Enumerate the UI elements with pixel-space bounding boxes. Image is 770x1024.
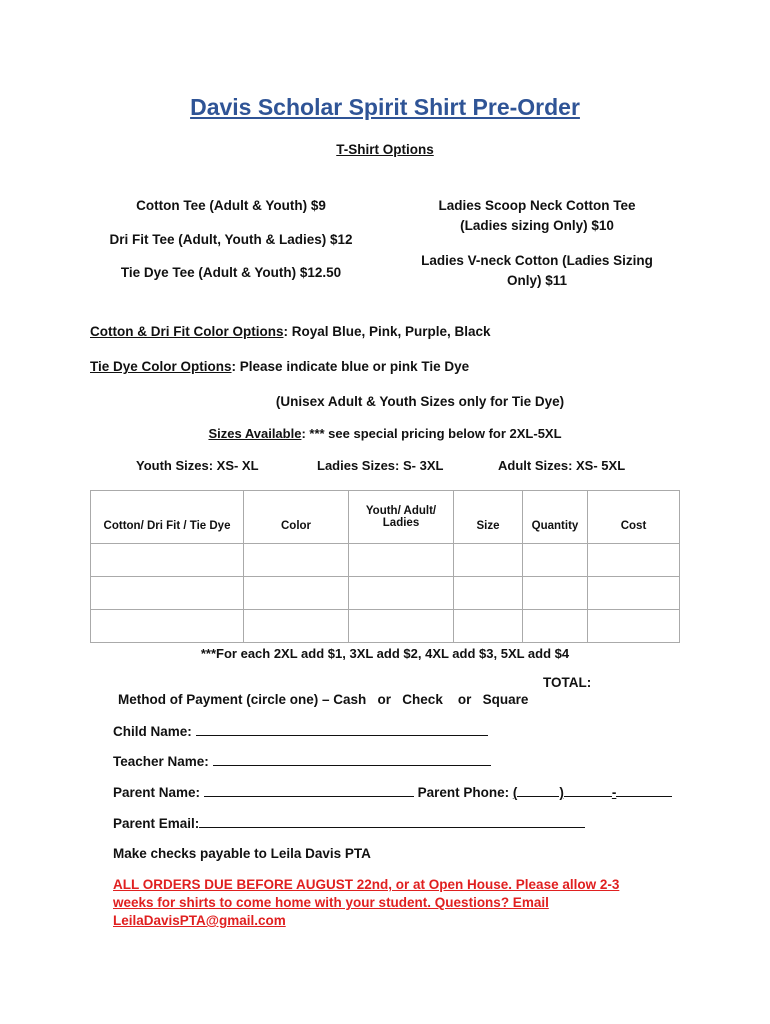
option-ladies-scoop-line1: Ladies Scoop Neck Cotton Tee [438, 198, 636, 213]
unisex-note: (Unisex Adult & Youth Sizes only for Tie Dye) [275, 394, 565, 409]
sizes-available-value: : *** see special pricing below for 2XL-5XL [301, 426, 562, 441]
tiedye-options-label: Tie Dye Color Options [90, 359, 232, 374]
option-ladies-scoop [396, 196, 678, 236]
teacher-name-label: Teacher Name: [113, 754, 209, 769]
child-name-label: Child Name: [113, 724, 192, 739]
table-cell[interactable] [91, 544, 244, 577]
checks-payable: Make checks payable to Leila Davis PTA [113, 846, 371, 861]
due-notice-email[interactable]: LeilaDavisPTA@gmail.com [113, 913, 286, 928]
adult-sizes: Adult Sizes: XS- 5XL [498, 458, 626, 473]
color-options-label: Cotton & Dri Fit Color Options [90, 324, 284, 339]
table-row [91, 577, 680, 610]
header-youth-adult-ladies-text: Youth/ Adult/ Ladies [365, 505, 437, 529]
payment-method: Method of Payment (circle one) – Cash or Check or Square [118, 692, 529, 707]
phone-dash: - [611, 785, 617, 800]
option-ladies-vneck-line1: Ladies V-neck Cotton (Ladies Sizing [421, 253, 653, 268]
table-cell[interactable] [91, 577, 244, 610]
option-cotton-tee: Cotton Tee (Adult & Youth) $9 [136, 198, 326, 213]
child-name-row [113, 723, 488, 739]
tiedye-options-value: : Please indicate blue or pink Tie Dye [231, 359, 470, 374]
table-row [91, 544, 680, 577]
header-type-text: Cotton/ Dri Fit / Tie Dye [103, 520, 231, 532]
due-notice [113, 876, 619, 930]
header-cost-text: Cost [620, 520, 647, 532]
youth-sizes: Youth Sizes: XS- XL [136, 458, 259, 473]
option-tie-dye-tee: Tie Dye Tee (Adult & Youth) $12.50 [120, 265, 342, 280]
parent-email-label: Parent Email: [113, 816, 200, 831]
table-cell[interactable] [244, 544, 349, 577]
phone-open-paren: ( [512, 785, 518, 800]
header-quantity-text: Quantity [531, 520, 579, 532]
section-subtitle: T-Shirt Options [336, 142, 434, 157]
option-dri-fit-tee: Dri Fit Tee (Adult, Youth & Ladies) $12 [109, 232, 353, 247]
sizes-available [0, 426, 770, 441]
parent-phone-label: Parent Phone: [417, 785, 510, 800]
teacher-name-field[interactable] [213, 753, 491, 766]
table-cell[interactable] [588, 577, 680, 610]
due-notice-line1: ALL ORDERS DUE BEFORE AUGUST 22nd, or at Open House. Please allow 2-3 [113, 877, 620, 892]
table-cell[interactable] [588, 544, 680, 577]
table-header-row [91, 491, 680, 544]
table-cell[interactable] [244, 577, 349, 610]
table-cell[interactable] [523, 577, 588, 610]
parent-name-field[interactable] [204, 784, 414, 797]
due-notice-line2: weeks for shirts to come home with your student. Questions? Email [113, 895, 549, 910]
table-cell[interactable] [588, 610, 680, 643]
header-color [244, 491, 349, 544]
phone-close-paren: ) [559, 785, 564, 800]
parent-email-field[interactable] [199, 815, 585, 828]
phone-prefix-field[interactable] [564, 784, 612, 797]
table-cell[interactable] [349, 544, 454, 577]
option-ladies-scoop-line2: (Ladies sizing Only) $10 [460, 218, 614, 233]
header-quantity [523, 491, 588, 544]
table-cell[interactable] [91, 610, 244, 643]
order-table [90, 490, 680, 643]
header-color-text: Color [280, 520, 312, 532]
parent-email-row [113, 815, 585, 831]
table-cell[interactable] [349, 610, 454, 643]
option-ladies-vneck-line2: Only) $11 [506, 273, 568, 288]
table-cell[interactable] [454, 544, 523, 577]
header-youth-adult-ladies [349, 491, 454, 544]
header-cost [588, 491, 680, 544]
header-size-text: Size [476, 520, 500, 532]
table-cell[interactable] [244, 610, 349, 643]
option-ladies-vneck [396, 251, 678, 291]
child-name-field[interactable] [196, 723, 488, 736]
table-cell[interactable] [454, 610, 523, 643]
header-size [454, 491, 523, 544]
phone-line-field[interactable] [616, 784, 672, 797]
header-type [91, 491, 244, 544]
table-cell[interactable] [454, 577, 523, 610]
pricing-note: ***For each 2XL add $1, 3XL add $2, 4XL add $3, 5XL add $4 [200, 646, 570, 661]
table-cell[interactable] [523, 610, 588, 643]
table-row [91, 610, 680, 643]
parent-name-label: Parent Name: [113, 785, 201, 800]
page-title: Davis Scholar Spirit Shirt Pre-Order [190, 94, 580, 120]
table-cell[interactable] [523, 544, 588, 577]
teacher-name-row [113, 753, 491, 769]
total-label: TOTAL: [543, 675, 592, 690]
parent-row [113, 784, 672, 800]
color-options-value: : Royal Blue, Pink, Purple, Black [283, 324, 491, 339]
color-options [90, 324, 491, 339]
phone-area-field[interactable] [517, 784, 559, 797]
sizes-available-label: Sizes Available [208, 426, 302, 441]
ladies-sizes: Ladies Sizes: S- 3XL [317, 458, 444, 473]
table-cell[interactable] [349, 577, 454, 610]
tiedye-options [90, 359, 469, 374]
